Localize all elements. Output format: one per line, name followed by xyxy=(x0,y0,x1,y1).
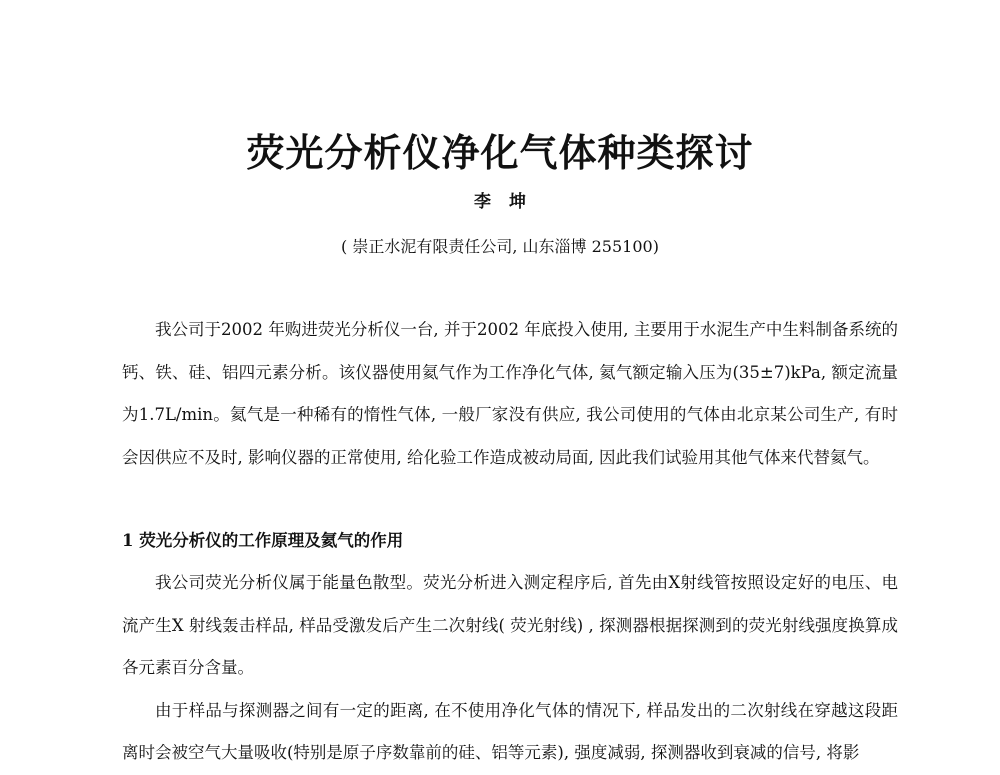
author-affiliation: ( 崇正水泥有限责任公司, 山东淄博 255100) xyxy=(341,237,659,256)
body-block-1 xyxy=(122,309,898,479)
paragraph-principle: 我公司荧光分析仪属于能量色散型。荧光分析进入测定程序后, 首先由X射线管按照设定好的电压、电流产生X 射线轰击样品, 样品受激发后产生二次射线( 荧光射线) , 探测器根据探测到的荧光射线强度换算成各元素百分含量。 xyxy=(122,573,898,677)
paragraph-absorption: 由于样品与探测器之间有一定的距离, 在不使用净化气体的情况下, 样品发出的二次射线在穿越这段距离时会被空气大量吸收(特别是原子序数靠前的硅、铝等元素), 强度减弱, 探测器收到衰减的信号, 将影 xyxy=(122,700,898,762)
body-block-2 xyxy=(122,520,898,775)
paragraph-intro: 我公司于2002 年购进荧光分析仪一台, 并于2002 年底投入使用, 主要用于水泥生产中生料制备系统的钙、铁、硅、铝四元素分析。该仪器使用氦气作为工作净化气体, 氦气额定输入压为(35±7)kPa, 额定流量为1.7L/min。氦气是一种稀有的惰性气体, 一般厂家没有供应, 我公司使用的气体由北京某公司生产, 有时会因供应不及时, 影响仪器的正常使用, 给化验工作造成被动局面, 因此我们试验用其他气体来代替氦气。 xyxy=(122,320,898,467)
paper-title: 荧光分析仪净化气体种类探讨 xyxy=(246,130,754,175)
section-heading-1: 1 荧光分析仪的工作原理及氦气的作用 xyxy=(122,531,404,550)
author-name: 李 坤 xyxy=(474,192,526,212)
